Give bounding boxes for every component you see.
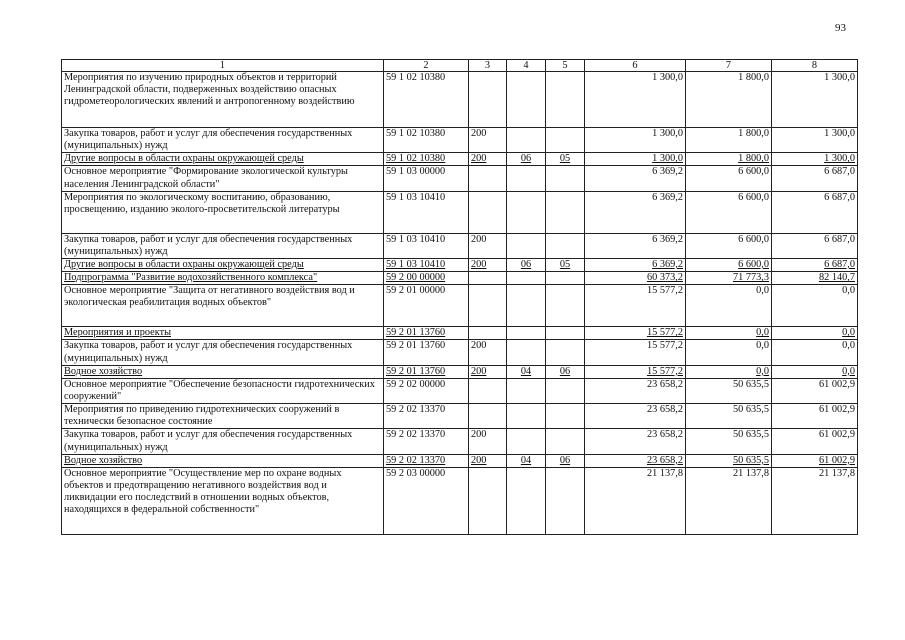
amount-year1-cell: 23 658,2	[585, 429, 686, 454]
amount-year3-cell: 6 687,0	[772, 191, 858, 233]
section-cell	[507, 340, 546, 365]
amount-year2-cell: 50 635,5	[686, 404, 772, 429]
subsection-cell	[546, 467, 585, 534]
column-number: 6	[585, 60, 686, 72]
expense-type-cell: 200	[469, 340, 507, 365]
amount-year3-cell: 6 687,0	[772, 233, 858, 258]
row-name-cell: Мероприятия по изучению природных объектов и территорий Ленинградской области, подверженных воздействию опасных гидрометеорологических явлений и антропогенному воздействию	[62, 72, 384, 128]
row-name-cell: Другие вопросы в области охраны окружающей среды	[62, 153, 384, 166]
amount-year3-cell: 0,0	[772, 340, 858, 365]
section-cell	[507, 327, 546, 340]
amount-year2-cell: 1 800,0	[686, 153, 772, 166]
amount-year3-cell: 0,0	[772, 285, 858, 327]
amount-year3-cell: 21 137,8	[772, 467, 858, 534]
expense-type-cell: 200	[469, 153, 507, 166]
table-row	[62, 454, 858, 467]
expense-type-cell: 200	[469, 454, 507, 467]
amount-year2-cell: 71 773,3	[686, 272, 772, 285]
target-code-cell: 59 2 00 00000	[384, 272, 469, 285]
amount-year1-cell: 15 577,2	[585, 340, 686, 365]
section-cell: 04	[507, 454, 546, 467]
amount-year2-cell: 6 600,0	[686, 233, 772, 258]
amount-year3-cell: 1 300,0	[772, 153, 858, 166]
target-code-cell: 59 1 03 10410	[384, 258, 469, 271]
table-row	[62, 153, 858, 166]
section-cell: 04	[507, 365, 546, 378]
amount-year1-cell: 23 658,2	[585, 378, 686, 403]
subsection-cell: 06	[546, 365, 585, 378]
table-row	[62, 429, 858, 454]
amount-year2-cell: 6 600,0	[686, 166, 772, 191]
table-row	[62, 285, 858, 327]
expense-type-cell	[469, 327, 507, 340]
amount-year2-cell: 50 635,5	[686, 454, 772, 467]
table-row	[62, 272, 858, 285]
section-cell	[507, 272, 546, 285]
amount-year2-cell: 6 600,0	[686, 191, 772, 233]
target-code-cell: 59 2 03 00000	[384, 467, 469, 534]
target-code-cell: 59 1 02 10380	[384, 153, 469, 166]
subsection-cell	[546, 404, 585, 429]
expense-type-cell: 200	[469, 258, 507, 271]
row-name-cell: Мероприятия по приведению гидротехнических сооружений в технически безопасное состояние	[62, 404, 384, 429]
subsection-cell: 06	[546, 454, 585, 467]
amount-year3-cell: 0,0	[772, 327, 858, 340]
row-name-cell: Другие вопросы в области охраны окружающей среды	[62, 258, 384, 271]
subsection-cell	[546, 166, 585, 191]
subsection-cell	[546, 378, 585, 403]
table-row	[62, 233, 858, 258]
amount-year2-cell: 6 600,0	[686, 258, 772, 271]
section-cell	[507, 191, 546, 233]
expense-type-cell	[469, 467, 507, 534]
table-row	[62, 340, 858, 365]
subsection-cell: 05	[546, 258, 585, 271]
row-name-cell: Мероприятия и проекты	[62, 327, 384, 340]
section-cell: 06	[507, 258, 546, 271]
column-number: 1	[62, 60, 384, 72]
amount-year1-cell: 23 658,2	[585, 454, 686, 467]
amount-year2-cell: 1 800,0	[686, 72, 772, 128]
amount-year1-cell: 6 369,2	[585, 166, 686, 191]
amount-year3-cell: 82 140,7	[772, 272, 858, 285]
amount-year1-cell: 60 373,2	[585, 272, 686, 285]
amount-year3-cell: 61 002,9	[772, 404, 858, 429]
column-number: 5	[546, 60, 585, 72]
amount-year1-cell: 15 577,2	[585, 365, 686, 378]
row-name-cell: Закупка товаров, работ и услуг для обеспечения государственных (муниципальных) нужд	[62, 233, 384, 258]
expense-type-cell: 200	[469, 429, 507, 454]
table-row	[62, 378, 858, 403]
target-code-cell: 59 1 02 10380	[384, 72, 469, 128]
amount-year1-cell: 1 300,0	[585, 128, 686, 153]
section-cell	[507, 233, 546, 258]
subsection-cell	[546, 191, 585, 233]
section-cell	[507, 467, 546, 534]
expense-type-cell: 200	[469, 365, 507, 378]
column-number: 2	[384, 60, 469, 72]
column-number: 4	[507, 60, 546, 72]
target-code-cell: 59 2 01 00000	[384, 285, 469, 327]
amount-year2-cell: 0,0	[686, 285, 772, 327]
expense-type-cell	[469, 191, 507, 233]
subsection-cell	[546, 327, 585, 340]
column-number: 7	[686, 60, 772, 72]
amount-year3-cell: 6 687,0	[772, 166, 858, 191]
target-code-cell: 59 2 01 13760	[384, 340, 469, 365]
amount-year2-cell: 0,0	[686, 340, 772, 365]
row-name-cell: Основное мероприятие "Обеспечение безопасности гидротехнических сооружений"	[62, 378, 384, 403]
row-name-cell: Основное мероприятие "Осуществление мер по охране водных объектов и предотвращению негативного воздействия вод и ликвидации его последствий в отношении водных объектов, находящихся в федеральной собственности"	[62, 467, 384, 534]
target-code-cell: 59 2 02 13370	[384, 429, 469, 454]
table-row	[62, 365, 858, 378]
row-name-cell: Основное мероприятие "Формирование экологической культуры населения Ленинградской области"	[62, 166, 384, 191]
column-number-header	[62, 60, 858, 72]
amount-year2-cell: 0,0	[686, 327, 772, 340]
amount-year1-cell: 6 369,2	[585, 258, 686, 271]
subsection-cell	[546, 72, 585, 128]
column-number: 8	[772, 60, 858, 72]
section-cell	[507, 378, 546, 403]
subsection-cell: 05	[546, 153, 585, 166]
target-code-cell: 59 2 02 13370	[384, 404, 469, 429]
table-row	[62, 128, 858, 153]
expense-type-cell	[469, 378, 507, 403]
table-row	[62, 191, 858, 233]
amount-year3-cell: 1 300,0	[772, 128, 858, 153]
subsection-cell	[546, 340, 585, 365]
amount-year2-cell: 21 137,8	[686, 467, 772, 534]
row-name-cell: Мероприятия по экологическому воспитанию, образованию, просвещению, изданию эколого-просветительской литературы	[62, 191, 384, 233]
amount-year2-cell: 50 635,5	[686, 378, 772, 403]
section-cell	[507, 429, 546, 454]
target-code-cell: 59 1 03 10410	[384, 191, 469, 233]
amount-year3-cell: 61 002,9	[772, 378, 858, 403]
section-cell	[507, 285, 546, 327]
amount-year3-cell: 61 002,9	[772, 429, 858, 454]
amount-year3-cell: 0,0	[772, 365, 858, 378]
row-name-cell: Подпрограмма "Развитие водохозяйственного комплекса"	[62, 272, 384, 285]
section-cell	[507, 404, 546, 429]
amount-year3-cell: 1 300,0	[772, 72, 858, 128]
amount-year1-cell: 6 369,2	[585, 233, 686, 258]
table-row	[62, 467, 858, 534]
expense-type-cell: 200	[469, 233, 507, 258]
section-cell	[507, 128, 546, 153]
amount-year1-cell: 15 577,2	[585, 285, 686, 327]
subsection-cell	[546, 429, 585, 454]
section-cell	[507, 166, 546, 191]
target-code-cell: 59 1 02 10380	[384, 128, 469, 153]
amount-year1-cell: 1 300,0	[585, 72, 686, 128]
table-row	[62, 258, 858, 271]
amount-year1-cell: 6 369,2	[585, 191, 686, 233]
amount-year2-cell: 1 800,0	[686, 128, 772, 153]
expense-type-cell	[469, 72, 507, 128]
budget-table	[61, 59, 858, 535]
section-cell: 06	[507, 153, 546, 166]
amount-year2-cell: 0,0	[686, 365, 772, 378]
target-code-cell: 59 1 03 10410	[384, 233, 469, 258]
amount-year3-cell: 61 002,9	[772, 454, 858, 467]
section-cell	[507, 72, 546, 128]
amount-year3-cell: 6 687,0	[772, 258, 858, 271]
subsection-cell	[546, 233, 585, 258]
row-name-cell: Закупка товаров, работ и услуг для обеспечения государственных (муниципальных) нужд	[62, 340, 384, 365]
expense-type-cell	[469, 285, 507, 327]
target-code-cell: 59 1 03 00000	[384, 166, 469, 191]
expense-type-cell	[469, 166, 507, 191]
subsection-cell	[546, 272, 585, 285]
row-name-cell: Водное хозяйство	[62, 365, 384, 378]
row-name-cell: Закупка товаров, работ и услуг для обеспечения государственных (муниципальных) нужд	[62, 128, 384, 153]
row-name-cell: Основное мероприятие "Защита от негативного воздействия вод и экологическая реабилитация водных объектов"	[62, 285, 384, 327]
amount-year1-cell: 15 577,2	[585, 327, 686, 340]
table-row	[62, 404, 858, 429]
expense-type-cell: 200	[469, 128, 507, 153]
target-code-cell: 59 2 01 13760	[384, 327, 469, 340]
page-number: 93	[835, 22, 846, 34]
amount-year1-cell: 23 658,2	[585, 404, 686, 429]
expense-type-cell	[469, 272, 507, 285]
target-code-cell: 59 2 02 13370	[384, 454, 469, 467]
target-code-cell: 59 2 02 00000	[384, 378, 469, 403]
amount-year2-cell: 50 635,5	[686, 429, 772, 454]
expense-type-cell	[469, 404, 507, 429]
subsection-cell	[546, 285, 585, 327]
table-row	[62, 327, 858, 340]
table-row	[62, 166, 858, 191]
amount-year1-cell: 1 300,0	[585, 153, 686, 166]
column-number: 3	[469, 60, 507, 72]
amount-year1-cell: 21 137,8	[585, 467, 686, 534]
row-name-cell: Водное хозяйство	[62, 454, 384, 467]
subsection-cell	[546, 128, 585, 153]
target-code-cell: 59 2 01 13760	[384, 365, 469, 378]
row-name-cell: Закупка товаров, работ и услуг для обеспечения государственных (муниципальных) нужд	[62, 429, 384, 454]
table-row	[62, 72, 858, 128]
